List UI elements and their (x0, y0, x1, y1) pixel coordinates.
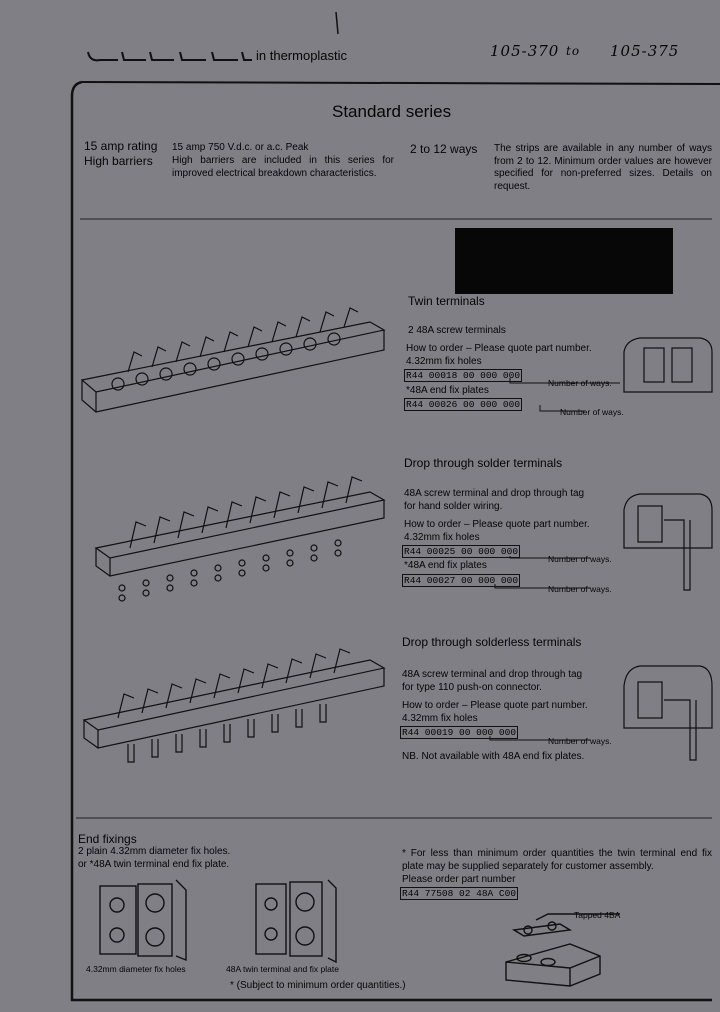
solderless-heading: Drop through solderless terminals (402, 635, 582, 649)
end-fixings-note: * For less than minimum order quantities the twin terminal end fix plate may be supplied separately for customer assembly. (402, 848, 712, 872)
solder-cross-section (624, 494, 712, 590)
end-fix-holes-drawing (100, 880, 186, 960)
twin-ways-note-2: Number of ways. (560, 407, 624, 417)
solderless-order: How to order – Please quote part number. (402, 700, 588, 711)
twin-endfix: *48A end fix plates (406, 385, 489, 396)
solder-part-number: R44 00025 00 000 000 (404, 546, 519, 557)
twin-cross-section (624, 338, 712, 392)
solder-strip-illustration (96, 477, 384, 601)
ways-label: 2 to 12 ways (410, 142, 478, 156)
fix-plate-caption: 48A twin terminal and fix plate (226, 964, 339, 974)
solderless-ways-note: Number of ways. (548, 736, 612, 746)
solder-holes: 4.32mm fix holes (404, 532, 480, 543)
solderless-desc-2: for type 110 push-on connector. (402, 682, 542, 693)
order-label: Please order part number (402, 874, 516, 885)
twin-part-number: R44 00018 00 000 000 (406, 370, 521, 381)
page-title: Standard series (332, 102, 452, 121)
handwritten-range-end: 105-375 (610, 42, 680, 60)
pen-mark (336, 12, 338, 34)
solderless-strip-illustration (84, 649, 384, 762)
header-subtitle: in thermoplastic (256, 48, 348, 63)
photo-block (455, 228, 673, 294)
ways-text: The strips are available in any number of ways from 2 to 12. Minimum order values are however specified for non-preferred sizes. Details on request. (494, 143, 712, 192)
solder-desc-1: 48A screw terminal and drop through tag (404, 488, 585, 499)
solder-ways-note-2: Number of ways. (548, 584, 612, 594)
solder-desc-2: for hand solder wiring. (404, 501, 503, 512)
handwritten-range-start: 105-370 (490, 42, 560, 60)
tapped-label: Tapped 4BA (574, 910, 621, 920)
twin-ways-note-1: Number of ways. (548, 378, 612, 388)
twin-holes: 4.32mm fix holes (406, 356, 482, 367)
subject-note: * (Subject to minimum order quantities.) (230, 980, 406, 991)
twin-order: How to order – Please quote part number. (406, 343, 592, 354)
solder-heading: Drop through solder terminals (404, 456, 563, 470)
solder-endfix-part-number: R44 00027 00 000 000 (404, 575, 519, 586)
end-fixings-heading: End fixings (78, 832, 137, 846)
solderless-desc-1: 48A screw terminal and drop through tag (402, 669, 583, 680)
twin-desc: 2 48A screw terminals (408, 325, 506, 336)
solder-endfix: *48A end fix plates (404, 560, 487, 571)
twin-strip-illustration (82, 308, 384, 412)
logo-text (90, 40, 175, 61)
page-border-top (82, 82, 720, 84)
solder-order: How to order – Please quote part number. (404, 519, 590, 530)
rating-text-2: High barriers are included in this series for improved electrical breakdown characteristics. (172, 155, 394, 179)
end-fix-plate-drawing (256, 880, 336, 962)
fix-holes-caption: 4.32mm diameter fix holes (86, 964, 186, 974)
rating-text-1: 15 amp 750 V.d.c. or a.c. Peak (172, 142, 309, 153)
rating-label-1: 15 amp rating (84, 139, 158, 153)
end-fixings-line-1: 2 plain 4.32mm diameter fix holes. (78, 846, 231, 857)
solderless-part-number: R44 00019 00 000 000 (402, 727, 517, 738)
solderless-cross-section (624, 666, 712, 760)
rating-label-2: High barriers (84, 154, 153, 168)
fix-plate-assembly-drawing (506, 914, 620, 986)
fix-plate-part-number: R44 77508 02 48A C00 (402, 888, 517, 899)
twin-heading: Twin terminals (408, 294, 485, 308)
solder-ways-note-1: Number of ways. (548, 554, 612, 564)
twin-endfix-part-number: R44 00026 00 000 000 (406, 399, 521, 410)
solderless-nb: NB. Not available with 48A end fix plates. (402, 751, 585, 762)
end-fixings-line-2: or *48A twin terminal end fix plate. (78, 859, 230, 870)
handwritten-to: to (566, 44, 581, 58)
solderless-holes: 4.32mm fix holes (402, 713, 478, 724)
